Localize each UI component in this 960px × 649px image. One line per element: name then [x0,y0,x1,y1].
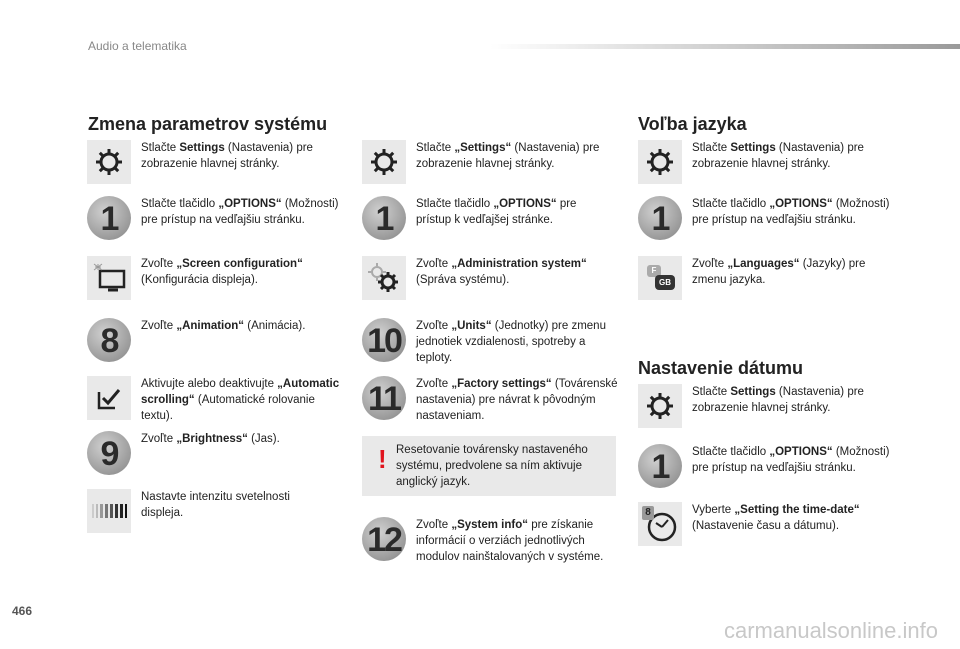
step-text: Stlačte tlačidlo „OPTIONS“ (Možnosti) pre prístup na vedľajšiu stránku. [692,198,890,226]
language-gb-badge: GB [655,275,675,290]
watermark: carmanualsonline.info [723,618,938,643]
clock-icon [638,502,682,546]
step-number-badge: 1 [87,196,131,240]
admin-gears-icon [362,256,406,300]
gear-icon [638,140,682,184]
step-text: Zvoľte „Brightness“ (Jas). [141,433,280,445]
warning-icon: ! [378,444,387,474]
clock-badge: 8 [642,506,654,520]
step-text: Stlačte Settings (Nastavenia) pre zobrazenie hlavnej stránky. [141,142,313,170]
step-text: Zvoľte „Units“ (Jednotky) pre zmenu jednotiek vzdialenosti, spotreby a teploty. [416,320,606,364]
warning-text: Resetovanie továrensky nastaveného systému, predvolene sa ním aktivuje anglický jazyk. [396,444,588,488]
step-text: Stlačte tlačidlo „OPTIONS“ (Možnosti) pre prístup na vedľajšiu stránku. [692,446,890,474]
step-number-badge: 11 [362,376,406,420]
step-text: Zvoľte „Factory settings“ (Továrenské nastavenia) pre návrat k pôvodným nastaveniam. [416,378,618,422]
header-bar [490,44,960,49]
gear-icon [638,384,682,428]
step-number-badge: 1 [638,196,682,240]
step-text: Stlačte Settings (Nastavenia) pre zobrazenie hlavnej stránky. [692,386,864,414]
step-text: Zvoľte „System info“ pre získanie informácií o verziách jednotlivých modulov nainštalovaných v systéme. [416,519,604,563]
step-text: Stlačte „Settings“ (Nastavenia) pre zobrazenie hlavnej stránky. [416,142,600,170]
checkbox-icon [87,376,131,420]
step-text: Stlačte tlačidlo „OPTIONS“ (Možnosti) pre prístup na vedľajšiu stránku. [141,198,339,226]
step-text: Stlačte tlačidlo „OPTIONS“ pre prístup k vedľajšej stránke. [416,198,577,226]
section-title-system: Zmena parametrov systému [88,114,328,134]
step-number-badge: 1 [638,444,682,488]
step-number-badge: 10 [362,318,406,362]
gear-icon [362,140,406,184]
gear-icon [87,140,131,184]
step-text: Zvoľte „Screen configuration“ (Konfigurácia displeja). [141,258,303,286]
brightness-bars-icon [87,489,131,533]
screen-config-icon [87,256,131,300]
step-number-badge: 12 [362,517,406,561]
step-number-badge: 8 [87,318,131,362]
step-text: Nastavte intenzitu svetelnosti displeja. [141,491,290,519]
step-text: Zvoľte „Administration system“ (Správa systému). [416,258,587,286]
section-title-language: Voľba jazyka [638,114,747,134]
step-number-badge: 9 [87,431,131,475]
section-title-date: Nastavenie dátumu [638,358,804,378]
step-text: Stlačte Settings (Nastavenia) pre zobrazenie hlavnej stránky. [692,142,864,170]
page-number: 466 [12,604,33,618]
step-text: Vyberte „Setting the time-date“ (Nastavenie času a dátumu). [692,504,860,532]
running-header: Audio a telematika [88,39,187,53]
step-text: Zvoľte „Animation“ (Animácia). [141,320,306,332]
warning-box [362,436,616,496]
step-number-badge: 1 [362,196,406,240]
step-text: Aktivujte alebo deaktivujte „Automatic scrolling“ (Automatické rolovanie textu). [141,378,340,422]
step-text: Zvoľte „Languages“ (Jazyky) pre zmenu jazyka. [692,258,866,286]
languages-icon [638,256,682,300]
language-f-badge: F [647,265,661,277]
